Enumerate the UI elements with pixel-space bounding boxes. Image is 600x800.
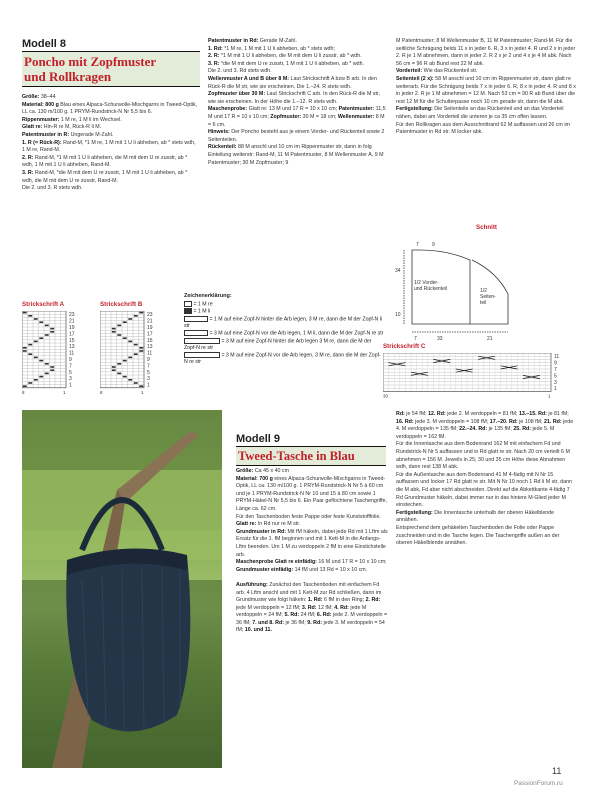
chart-row-number: 9: [147, 357, 150, 363]
legend-text: = 1 M li: [192, 308, 211, 315]
chart-row-number: 11: [554, 354, 560, 361]
paragraph: Rückenteil: 88 M anschl und 10 cm im Rippenmuster str, dann in folg Einteilung weiterstr: Rand-M, 11 M Patentmuster, 8 M Wellenmuster A, 9 M Patentmuster; 30 M Zopfmuster; 9: [208, 144, 384, 166]
chart-stitch-li: [134, 344, 138, 346]
page-number: 11: [552, 766, 562, 776]
chart-stitch-li: [34, 341, 38, 343]
chart-row-number: 21: [69, 318, 75, 325]
paragraph: 3. R: Rand-M, *die M mit dem U re zusstr, 1 M mit 1 U li abheben, ab * wdh, die M mit dem U re zusstr, Rand-M.: [22, 169, 188, 184]
chart-stitch-li: [134, 353, 138, 355]
chart-stitch-li: [134, 382, 138, 384]
chart-row-number: 19: [147, 325, 153, 331]
paragraph: Rippenmuster: 1 M re, 1 M li im Wechsel.: [22, 116, 122, 123]
paragraph: Wellenmuster A und B über 8 M: Laut Strickschrift A bzw B arb. In den Rück-R die M str, wie sie erscheinen. Die 1.–24. R stets wdh.: [208, 75, 377, 90]
strickschrift-a-title: Strickschrift A: [22, 301, 65, 308]
legend-symbol: [184, 301, 192, 307]
chart-stitch-li: [45, 334, 49, 336]
chart-row-number: 13: [147, 344, 153, 351]
legend-text: = 1 M auf eine Zopf-N hinter die Arb legen, 3 M re, dann die M der Zopf-N li str: [184, 316, 383, 330]
chart-row-number: 7: [69, 363, 72, 370]
chart-row-number: 15: [69, 337, 75, 344]
watermark: PassionForum.ru: [514, 780, 563, 787]
paragraph: Zopfmuster über 30 M: Laut Strickschrift C arb. In den Rück-R die M str, wie sie erscheinen. In der Höhe die 1.–12. R stets wdh.: [208, 91, 380, 105]
chart-stitch-li: [112, 366, 116, 368]
legend-symbol: [184, 308, 192, 314]
schnitt-label-bottom-left: 33: [437, 336, 443, 342]
legend-item: [184, 338, 384, 352]
paragraph: Glatt re: In Rd nur re M str.: [236, 521, 301, 528]
chart-stitch-li: [23, 312, 27, 314]
legend-item: [184, 301, 384, 308]
legend-title: Zeichenerklärung:: [184, 293, 232, 299]
chart-stitch-li: [28, 382, 32, 384]
chart-stitch-li: [23, 347, 27, 349]
paragraph: Seitenteil (2 x): 58 M anschl und 10 cm im Rippenmuster str, dann glatt re weiterarb. Für die Schrägung beids 7 x in jeder 6. R, 8 x in jeder 4. R und 8 x in jeder 2. R je 1 M abnehmen = 12 M. Nach 53 cm = 90 R ab Bund über die rest 12 M für die Schulterpasse noch 10 cm gerade str, dann die M abk.: [396, 75, 576, 105]
legend-text: = 3 M auf eine Zopf-N vor die Arb legen, 1 M li, dann die M der Zopf-N re str: [208, 330, 384, 337]
chart-stitch-li: [45, 373, 49, 375]
schnitt-label-top-left: 7: [416, 242, 419, 248]
paragraph: Rd: je 54 fM; 12. Rd: jede 2. M verdoppeln = 81 fM; 13.–15. Rd: je 81 fM; 16. Rd: jede 3. M verdoppeln = 108 fM; 17.–20. Rd: je 108 fM; 21. Rd: jede 4. M verdoppeln = 135 fM; 22.–24. Rd: je 135 fM; 25. Rd: jede 5. M verdoppeln = 162 fM.: [396, 411, 574, 440]
chart-row-number: 11: [69, 350, 75, 357]
chart-col-number: 8: [22, 389, 25, 395]
chart-row-number: 1: [554, 386, 557, 393]
chart-stitch-li: [134, 315, 138, 317]
legend-item: [184, 330, 384, 337]
paragraph: Für den Rollkragen aus dem Ausschnittrand 62 M auffassen und 26 cm im Patentmuster in Rd str. M locker abk.: [396, 121, 570, 136]
model8-title-line1: Poncho mit Zopfmuster: [24, 54, 157, 69]
paragraph: Für die Innentasche aus dem Bodenrand 162 M mit einfachem Fd und Rundstrick-N Nr 5 auffassen und in Rd glatt re str. Nach 20 cm verteilt 6 M abnehmen = 156 M. Jeweils in 25, 30 und 35 cm Höhe diese Abnahmen wdh, dann rest 138 M abk.: [396, 441, 570, 471]
chart-row-number: 3: [554, 379, 557, 386]
paragraph: 2. R: Rand-M, *1 M mit 1 U li abheben, die M mit dem U re zusstr, ab * wdh, 1 M mit 1 U li abheben, Rand-M.: [22, 154, 188, 169]
paragraph: Patentmuster in Rd: Gerade M-Zahl.: [208, 38, 297, 44]
chart-stitch-li: [50, 369, 54, 371]
chart-stitch-li: [123, 321, 127, 323]
schnitt-label-height: 34: [395, 268, 401, 274]
schnitt-label-small-left: 10: [395, 312, 401, 318]
chart-stitch-li: [39, 321, 43, 323]
model8-column-1: [22, 94, 198, 193]
chart-row-number: 5: [554, 373, 557, 380]
model9-label: Modell 9: [236, 433, 281, 445]
paragraph: Maschenprobe Glatt re einfädig: 16 M und 17 R = 10 x 10 cm; Grundmuster einfädig: 14 fM und 13 Rd = 10 x 10 cm.: [236, 559, 387, 573]
chart-stitch-li: [39, 376, 43, 378]
schnitt-label-vorder-2: und Rückenteil: [414, 286, 448, 292]
paragraph: Maschenprobe: Glatt re: 13 M und 17 R = 10 x 10 cm; Patentmuster: 11,5 M und 17 R = 10 x 10 cm; Zopfmuster: 30 M = 18 cm; Wellenmuster: 8 M = 6 cm.: [208, 106, 386, 128]
chart-stitch-li: [39, 337, 43, 339]
schnitt-label-top-right: 9: [432, 242, 435, 248]
paragraph: Die 2. und 3. Rd stets wdh.: [208, 68, 272, 75]
chart-row-number: 7: [554, 367, 557, 373]
legend-symbol: [184, 352, 220, 358]
chart-col-number: 8: [100, 389, 103, 395]
chart-stitch-li: [50, 328, 54, 330]
chart-stitch-li: [112, 331, 116, 333]
schnitt-label-seiten-1: 1/2: [480, 288, 487, 294]
paragraph: Fertigstellung: Die Innentasche unterhalb der oberen Häkelblende annähen.: [396, 509, 555, 524]
paragraph: Material: 700 g eines Alpaca-Schurwolle-Mischgarns in Tweed-Optik, LL ca. 130 m/100 g. 1 PRYM-Rundstrick-N Nr 5 à 60 cm und je 1 PRYM-Rundstrick-N Nr 10 und 15 à 80 cm sowie 1 PRYM-Häkel-N Nr 5,5 bis 6. Ein Paar geflochtene Taschengriffe, Länge ca. 62 cm.: [236, 475, 388, 512]
paragraph: Für die Außentasche aus dem Bodenrand 41 M 4-fädig mit N Nr 15 auffassen und locker 17 Rd glatt re str. Mit N Nr 10 noch 1 Rd li M str, dann die M abk, Fd aber nicht abschneiden. Direkt auf die Abkettkante 4-fädig 7 Rd Grundmuster häkeln, dabei immer nur in das hintere M-Glied jeder M einstechen.: [396, 471, 572, 509]
model9-title-bar: [236, 446, 386, 466]
chart-stitch-li: [117, 334, 121, 336]
chart-stitch-li: [128, 341, 132, 343]
chart-row-number: 13: [69, 344, 75, 351]
legend-text: = 3 M auf eine Zopf-N hinter die Arb legen 3 M re, dann die M der Zopf-N re str: [184, 337, 372, 351]
chart-row-number: 9: [554, 360, 557, 367]
chart-stitch-li: [39, 360, 43, 362]
chart-stitch-li: [139, 312, 143, 314]
strickschrift-a-chart: [22, 311, 92, 401]
chart-stitch-li: [123, 376, 127, 378]
chart-stitch-li: [139, 347, 143, 349]
chart-row-number: 23: [147, 312, 153, 319]
legend-item: [184, 352, 384, 366]
chart-stitch-li: [23, 385, 27, 387]
chart-stitch-li: [34, 379, 38, 381]
chart-stitch-li: [117, 373, 121, 375]
chart-col-number: 1: [548, 393, 551, 399]
paragraph: 2. R: *1 M mit 1 U li abheben, die M mit dem U li zusstr, ab * wdh.: [208, 53, 362, 60]
paragraph: Grundmuster in Rd: Mit fM häkeln, dabei jede Rd mit 1 Lftm als Ersatz für die 1. fM beginnen und mit 1 Kett-M in die Anfangs-Lftm beenden. Um 1 M zu verdoppeln 2 fM in eine Einstichstelle arb.: [236, 528, 388, 558]
strickschrift-c-chart: [383, 353, 578, 399]
chart-stitch-li: [34, 318, 38, 320]
legend-text: = 1 M re: [192, 301, 213, 308]
strickschrift-c-title: Strickschrift C: [383, 343, 426, 350]
chart-stitch-li: [139, 385, 143, 387]
legend-symbol: [184, 316, 208, 322]
chart-row-number: 5: [69, 369, 72, 376]
model8-title-line2: und Rollkragen: [24, 69, 112, 84]
legend-text: = 3 M auf eine Zopf-N vor die Arb legen, 3 M re, dann die M der Zopf-N re str: [184, 352, 381, 366]
chart-row-number: 23: [69, 312, 75, 319]
model8-column-2: [208, 38, 386, 167]
chart-row-number: 1: [147, 382, 150, 389]
chart-col-number: 1: [63, 389, 66, 395]
chart-stitch-li: [45, 325, 49, 327]
chart-stitch-li: [128, 357, 132, 359]
paragraph: Ausführung: Zunächst den Taschenboden mit einfachem Fd arb. 4 Lftm anschl und mit 1 Kett-M zur Rd schließen, dann im Grundmuster wie folgt häkeln: 1. Rd: 6 fM in den Ring; 2. Rd: jede M verdoppeln = 12 fM; 3. Rd: 12 fM; 4. Rd: jede M verdoppeln = 24 fM; 5. Rd: 24 fM; 6. Rd: jede 2. M verdoppeln = 36 fM; 7. und 8. Rd: je 36 fM; 9. Rd: jede 3. M verdoppeln = 54 fM; 10. und 11.: [236, 581, 388, 634]
paragraph: Glatt re: Hin-R re M, Rück-R li M.: [22, 124, 102, 131]
model8-label: Modell 8: [22, 38, 67, 50]
strickschrift-b-title: Strickschrift B: [100, 301, 143, 308]
chart-row-number: 15: [147, 337, 153, 344]
chart-row-number: 9: [69, 357, 72, 363]
paragraph: Patentmuster in R: Ungerade M-Zahl.: [22, 131, 114, 138]
schnitt-label-seiten-3: teil: [480, 300, 487, 306]
chart-stitch-li: [139, 350, 143, 352]
paragraph: Hinweis: Der Poncho besteht aus je einem Vorder- und Rückenteil sowie 2 Seitenteilen.: [208, 129, 385, 143]
chart-col-number: 30: [383, 393, 389, 399]
paragraph: [236, 574, 388, 582]
chart-row-number: 7: [147, 363, 150, 370]
paragraph: Entsprechend dem gehäkelten Taschenboden die Folie oder Pappe zuschneiden und in die Tasche legen. Die Taschengriffe außen an der oberen Häkelblende annähen.: [396, 524, 560, 547]
model9-column-2: [396, 411, 576, 548]
chart-row-number: 1: [69, 382, 72, 389]
paragraph: M Patentmuster; 8 M Wellenmuster B, 11 M Patentmuster; Rand-M. Für die seitliche Schrägung beids 11 x in jeder 6. R, 3 x in jeder 4. R und 2 x in jeder 2. R je 1 M abnehmen, dann in jeder 2. R 2 x je 2 und 4 x je 4 M abk. Nach 56 cm = 96 R ab Bund rest 22 M abk.: [396, 38, 576, 67]
paragraph: Größe: 38–44: [22, 94, 56, 100]
chart-row-number: 3: [147, 376, 150, 383]
schnitt-label-seiten-2: Seiten-: [480, 294, 496, 300]
schnitt-label-bottom-right: 21: [487, 336, 493, 342]
legend-item: [184, 316, 384, 330]
paragraph: Material: 800 g Blau eines Alpaca-Schurwolle-Mischgarns in Tweed-Optik, LL ca. 130 m/100 g. 1 PRYM-Rundstrick-N Nr 5,5 bis 6.: [22, 101, 198, 116]
chart-row-number: 5: [147, 369, 150, 376]
paragraph: Größe: Ca 45 x 40 cm: [236, 468, 289, 474]
legend-symbol: [184, 338, 220, 344]
chart-stitch-li: [45, 363, 49, 365]
model9-column-1: [236, 468, 388, 635]
chart-row-number: 21: [147, 318, 153, 325]
schnitt-title: Schnitt: [476, 224, 497, 231]
schnitt-seiten-shape: [470, 260, 508, 324]
chart-stitch-li: [28, 344, 32, 346]
legend-list: [184, 301, 384, 366]
legend-item: [184, 308, 384, 315]
chart-stitch-li: [123, 337, 127, 339]
chart-row-number: 19: [69, 325, 75, 331]
chart-stitch-li: [28, 353, 32, 355]
paragraph: 1. Rd: *1 M re, 1 M mit 1 U li abheben, ab * stets wdh;: [208, 45, 335, 52]
chart-row-number: 17: [69, 331, 75, 338]
chart-stitch-li: [128, 318, 132, 320]
chart-stitch-li: [34, 357, 38, 359]
tweed-bag-photo: [22, 410, 222, 768]
model8-title-bar: [22, 51, 200, 87]
strickschrift-b-chart: [100, 311, 170, 401]
chart-stitch-li: [112, 328, 116, 330]
paragraph: 3. R: *die M mit dem U re zusstr, 1 M mit 1 U li abheben, ab * wdh.: [208, 60, 365, 67]
paragraph: Die 2. und 3. R stets wdh.: [22, 185, 83, 192]
chart-stitch-li: [112, 369, 116, 371]
model8-column-3: [396, 38, 576, 137]
chart-row-number: 17: [147, 331, 153, 338]
chart-row-number: 3: [69, 376, 72, 383]
paragraph: Fertigstellung: Die Seitenteile an das Rückenteil und an das Vorderteil nähen, dabei am Vorderteil die unteren je ca 35 cm offen lassen.: [396, 106, 564, 120]
model9-title: Tweed-Tasche in Blau: [238, 449, 355, 463]
chart-col-number: 1: [141, 389, 144, 395]
chart-stitch-li: [123, 360, 127, 362]
chart-stitch-li: [50, 331, 54, 333]
chart-row-number: 11: [147, 350, 153, 357]
chart-stitch-li: [23, 350, 27, 352]
paragraph: 1. R (= Rück-R): Rand-M, *1 M re, 1 M mit 1 U li abheben, ab * stets wdh, 1 M re, Rand-M.: [22, 139, 196, 154]
paragraph: Für den Taschenboden feste Pappe oder feste Kunststofffolie.: [236, 513, 381, 520]
chart-stitch-li: [117, 325, 121, 327]
paragraph: Vorderteil: Wie das Rückenteil str.: [396, 68, 478, 75]
chart-stitch-li: [50, 366, 54, 368]
legend-symbol: [184, 330, 208, 336]
chart-stitch-li: [128, 379, 132, 381]
schnitt-label-vorder-1: 1/2 Vorder-: [414, 280, 439, 286]
schnitt-label-bottom-small: 7: [414, 336, 417, 342]
schnitt-diagram: [392, 232, 577, 342]
chart-stitch-li: [28, 315, 32, 317]
chart-stitch-li: [117, 363, 121, 365]
